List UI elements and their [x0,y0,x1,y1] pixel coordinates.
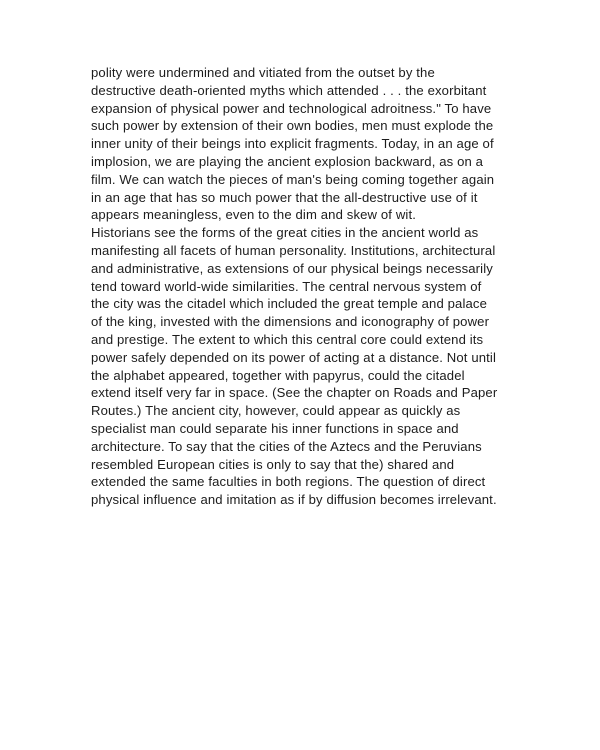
text-line: power safely depended on its power of acting at a distance. Not until [91,349,497,365]
text-line: the alphabet appeared, together with papyrus, could the citadel [91,367,465,383]
text-line: Routes.) The ancient city, however, could appear as quickly as [91,403,461,419]
text-line: destructive death-oriented myths which attended . . . the exorbitant [91,82,487,98]
text-line: resembled European cities is only to say that the) shared and [91,456,455,472]
paragraph-2 [91,224,517,509]
body-text-block [91,64,517,509]
text-line: expansion of physical power and technological adroitness." To have [91,100,492,116]
text-line: in an age that has so much power that the all-destructive use of it [91,189,478,205]
text-line: specialist man could separate his inner functions in space and [91,420,459,436]
text-line: architecture. To say that the cities of the Aztecs and the Peruvians [91,438,482,454]
text-line: manifesting all facets of human personality. Institutions, architectural [91,242,496,258]
text-line: and administrative, as extensions of our physical beings necessarily [91,260,493,276]
text-line: physical influence and imitation as if by diffusion becomes irrelevant. [91,492,497,508]
text-line: Historians see the forms of the great cities in the ancient world as [91,225,479,241]
text-line: inner unity of their beings into explicit fragments. Today, in an age of [91,136,494,152]
text-line: polity were undermined and vitiated from the outset by the [91,65,435,80]
text-line: extended the same faculties in both regions. The question of direct [91,474,486,490]
text-line: the city was the citadel which included the great temple and palace [91,296,488,312]
text-line: film. We can watch the pieces of man's being coming together again [91,171,495,187]
text-line: extend itself very far in space. (See the chapter on Roads and Paper [91,385,498,401]
text-line: implosion, we are playing the ancient explosion backward, as on a [91,153,484,169]
paragraph-1 [91,64,517,224]
text-line: tend toward world-wide similarities. The central nervous system of [91,278,482,294]
text-line: such power by extension of their own bodies, men must explode the [91,118,494,134]
text-line: and prestige. The extent to which this central core could extend its [91,331,484,347]
text-line: of the king, invested with the dimensions and iconography of power [91,314,490,330]
text-line: appears meaningless, even to the dim and skew of wit. [91,207,417,223]
